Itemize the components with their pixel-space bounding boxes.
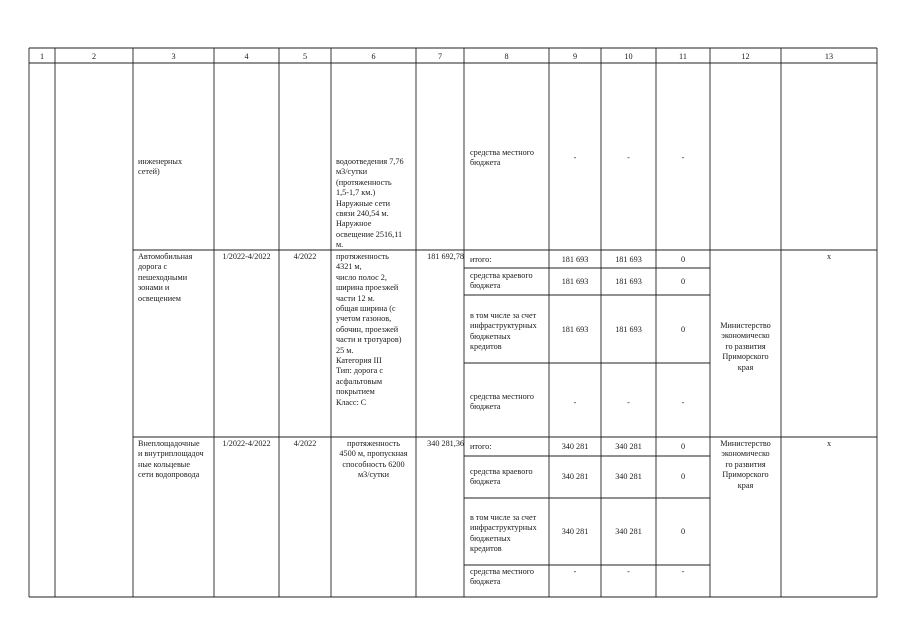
col-header-6: 6 — [371, 52, 376, 61]
funding-local-label-road: средства местного бюджета — [470, 392, 535, 412]
funding-total-col10-water: 340 281 — [615, 442, 642, 451]
col-header-13: 13 — [824, 52, 834, 61]
object-name-water: Внеплощадочные и внутриплощадоч ные кольцевые сети водопровода — [138, 439, 204, 480]
funding-regional-col11-road: 0 — [680, 277, 686, 286]
funding-total-label-road: итого: — [470, 255, 492, 264]
col-header-12: 12 — [741, 52, 750, 61]
funding-local-label-water: средства местного бюджета — [470, 567, 535, 587]
funding-credits-col11-road: 0 — [680, 325, 686, 334]
col-header-3: 3 — [171, 52, 176, 61]
col-header-8: 8 — [504, 52, 509, 61]
responsible-road: Министерство экономическо го развития Приморского края — [720, 321, 771, 372]
year-water: 4/2022 — [293, 439, 317, 448]
col-header-7: 7 — [437, 52, 443, 61]
year-road: 4/2022 — [293, 252, 317, 261]
col-header-2: 2 — [91, 52, 97, 61]
col-header-9: 9 — [572, 52, 578, 61]
funding-label-continued: средства местного бюджета — [470, 148, 535, 168]
funding-total-col10-road: 181 693 — [615, 255, 642, 264]
funding-local-col11-water: - — [681, 567, 685, 576]
funding-credits-col10-water: 340 281 — [615, 527, 642, 536]
period-road: 1/2022-4/2022 — [222, 252, 271, 261]
funding-local-col9-water: - — [573, 567, 577, 576]
col-header-4: 4 — [244, 52, 249, 61]
col-header-5: 5 — [302, 52, 308, 61]
value-col10-continued: - — [627, 153, 630, 162]
object-name-road: Автомобильная дорога с пешеходными зонами и освещением — [138, 252, 193, 303]
funding-credits-label-water: в том числе за счет инфраструктурных бюджетных кредитов — [470, 513, 537, 554]
funding-credits-label-road: в том числе за счет инфраструктурных бюджетных кредитов — [470, 311, 537, 352]
funding-regional-col10-road: 181 693 — [615, 277, 642, 286]
funding-credits-col9-road: 181 693 — [561, 325, 589, 334]
cost-water: 340 281,36 — [427, 439, 464, 448]
funding-total-col9-water: 340 281 — [561, 442, 589, 451]
value-col9-continued: - — [573, 153, 577, 162]
col-header-11: 11 — [679, 52, 687, 61]
characteristics-water: протяженность 4500 м, пропускная способность 6200 м3/сутки — [339, 439, 408, 480]
period-water: 1/2022-4/2022 — [222, 439, 271, 448]
characteristics-continued: водоотведения 7,76 м3/сутки (протяженность 1,5-1,7 км.) Наружные сети связи 240,54 м. Наружное освещение 2516,11 м. — [336, 157, 404, 249]
funding-total-label-water: итого: — [470, 442, 492, 451]
funding-regional-label-water: средства краевого бюджета — [470, 467, 533, 487]
funding-credits-col10-road: 181 693 — [615, 325, 642, 334]
col13-road: x — [826, 252, 832, 261]
characteristics-road: протяженность 4321 м, число полос 2, ширина проезжей части 12 м. общая ширина (с учетом газонов, обочин, проезжей части и тротуаров) 25 м. Категория III Тип: дорога с асфальтовым покрытием Класс: С — [336, 252, 402, 407]
cost-road: 181 692,78 — [427, 252, 464, 261]
funding-total-col11-water: 0 — [680, 442, 686, 451]
funding-local-col11-road: - — [681, 398, 685, 407]
funding-credits-col11-water: 0 — [680, 527, 686, 536]
funding-credits-col9-water: 340 281 — [561, 527, 589, 536]
col-header-10: 10 — [624, 52, 633, 61]
funding-regional-label-road: средства краевого бюджета — [470, 271, 533, 291]
funding-local-col9-road: - — [573, 398, 577, 407]
funding-regional-col11-water: 0 — [680, 472, 686, 481]
responsible-water: Министерство экономическо го развития Приморского края — [720, 439, 771, 490]
col13-water: x — [826, 439, 832, 448]
funding-total-col11-road: 0 — [680, 255, 686, 264]
funding-local-col10-road: - — [627, 398, 630, 407]
funding-regional-col9-water: 340 281 — [561, 472, 589, 481]
funding-regional-col9-road: 181 693 — [561, 277, 589, 286]
funding-total-col9-road: 181 693 — [561, 255, 589, 264]
col-header-1: 1 — [39, 52, 45, 61]
value-col11-continued: - — [681, 153, 685, 162]
object-name-continued: инженерных сетей) — [138, 157, 183, 177]
funding-regional-col10-water: 340 281 — [615, 472, 642, 481]
funding-local-col10-water: - — [627, 567, 630, 576]
